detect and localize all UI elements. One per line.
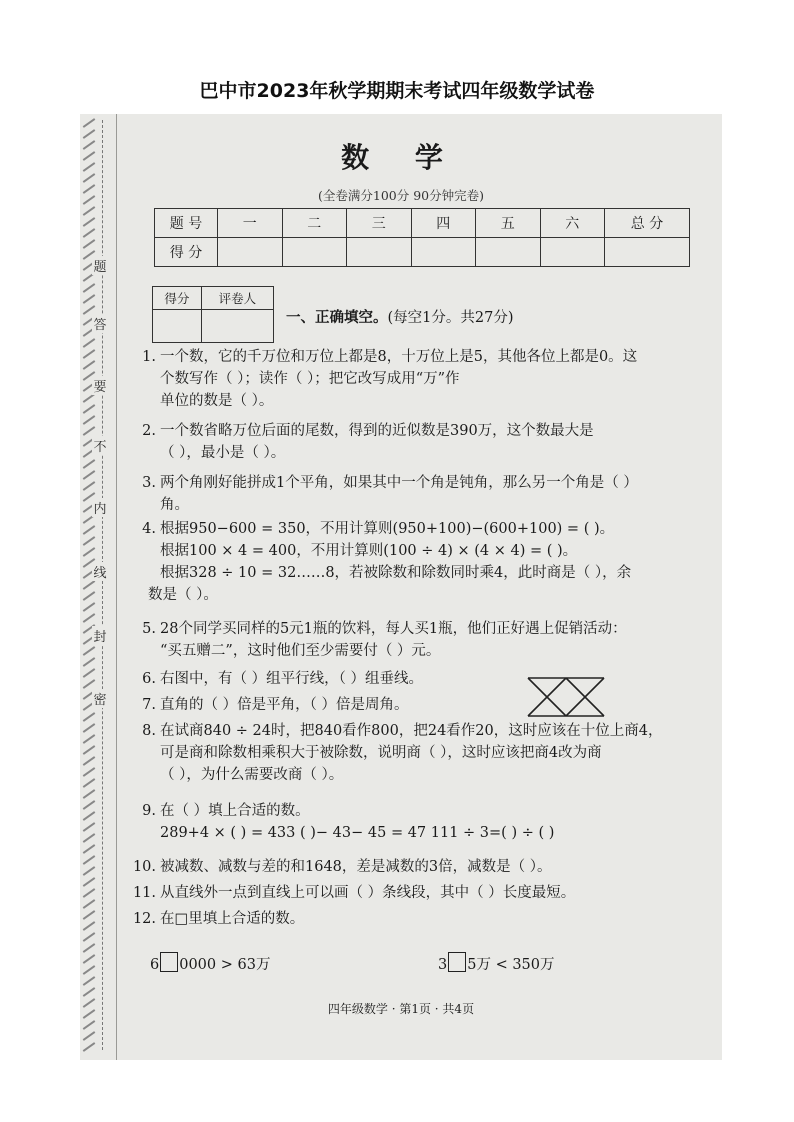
grader-table	[152, 286, 274, 343]
q12-item	[438, 952, 555, 976]
margin-hatch	[83, 910, 96, 920]
question-item	[132, 720, 662, 786]
margin-hatch	[83, 415, 96, 425]
column-header: 总 分	[605, 209, 690, 238]
margin-hatch	[83, 536, 96, 546]
margin-hatch	[83, 360, 96, 370]
margin-hatch	[83, 954, 96, 964]
binding-margin-char: 要	[92, 376, 108, 395]
margin-hatch	[83, 844, 96, 854]
question-text: 可是商和除数相乘积大于被除数，说明商（ ），这时应该把商4改为商	[160, 745, 602, 761]
margin-hatch	[83, 283, 96, 293]
answer-box[interactable]	[160, 952, 178, 972]
margin-hatch	[83, 228, 96, 238]
question-number: 1.	[142, 349, 156, 365]
question-line	[132, 390, 637, 412]
question-text: 28个同学买同样的5元1瓶的饮料，每人买1瓶，他们正好遇上促销活动：	[160, 621, 627, 637]
margin-hatch	[83, 756, 96, 766]
margin-hatch	[83, 811, 96, 821]
question-line	[132, 346, 637, 368]
question-item	[132, 856, 551, 878]
binding-margin-char: 密	[92, 689, 108, 708]
question-item	[132, 472, 638, 516]
question-line	[132, 368, 637, 390]
score-cell[interactable]	[540, 238, 605, 267]
question-line	[132, 800, 554, 822]
margin-hatch	[83, 613, 96, 623]
margin-hatch	[83, 976, 96, 986]
margin-hatch	[83, 888, 96, 898]
question-item	[132, 618, 627, 662]
question-number: 4.	[142, 521, 156, 537]
row-label: 得 分	[155, 238, 218, 267]
question-text: 从直线外一点到直线上可以画（ ）条线段，其中（ ）长度最短。	[160, 885, 576, 901]
margin-hatch	[83, 778, 96, 788]
question-text: 数是（ ）。	[148, 587, 218, 603]
margin-hatch	[83, 734, 96, 744]
section-note: (每空1分。共27分)	[387, 310, 514, 326]
margin-hatch	[83, 470, 96, 480]
parallel-lines-figure	[526, 674, 606, 720]
question-item	[132, 908, 304, 930]
question-text: 右图中，有（ ）组平行线，（ ）组垂线。	[160, 671, 423, 687]
question-line	[132, 640, 627, 662]
margin-hatch	[83, 580, 96, 590]
grader-name-cell[interactable]	[201, 310, 273, 343]
question-text: 在□里填上合适的数。	[160, 911, 305, 927]
margin-hatch	[83, 657, 96, 667]
question-number: 3.	[142, 475, 156, 491]
column-header: 二	[282, 209, 347, 238]
question-number: 8.	[142, 723, 156, 739]
q12-item-prefix: 6	[150, 957, 160, 973]
margin-hatch	[83, 547, 96, 557]
document-title: 巴中市2023年秋学期期末考试四年级数学试卷	[199, 80, 595, 102]
margin-hatch	[83, 1031, 96, 1041]
question-text: （ ），最小是（ ）。	[160, 445, 286, 461]
q12-item-suffix: 0000 > 63万	[179, 957, 271, 973]
score-table-score-row	[155, 238, 690, 267]
margin-hatch	[83, 646, 96, 656]
question-number: 6.	[142, 671, 156, 687]
question-line	[132, 540, 631, 562]
question-text: 单位的数是（ ）。	[160, 393, 274, 409]
margin-hatch	[83, 206, 96, 216]
margin-hatch	[83, 767, 96, 777]
margin-hatch	[83, 899, 96, 909]
grader-score-label: 得分	[153, 287, 202, 310]
question-line	[132, 668, 423, 690]
score-table	[154, 208, 690, 267]
margin-hatch	[83, 789, 96, 799]
question-number: 7.	[142, 697, 156, 713]
margin-hatch	[83, 349, 96, 359]
margin-hatch	[83, 217, 96, 227]
score-cell[interactable]	[347, 238, 412, 267]
margin-hatch	[83, 712, 96, 722]
question-line	[132, 494, 638, 516]
margin-hatch	[83, 602, 96, 612]
question-number: 11.	[132, 885, 156, 901]
binding-margin-char: 封	[92, 626, 108, 645]
question-text: （ ），为什么需要改商（ ）。	[160, 767, 344, 783]
margin-hatch	[83, 943, 96, 953]
binding-margin-char: 内	[92, 498, 108, 517]
column-header: 一	[218, 209, 283, 238]
margin-hatch	[83, 118, 96, 128]
question-line	[132, 742, 662, 764]
margin-hatch	[83, 591, 96, 601]
score-cell[interactable]	[282, 238, 347, 267]
question-item	[132, 800, 554, 844]
section-title: 一、正确填空。	[286, 310, 388, 326]
score-table-header-row	[155, 209, 690, 238]
question-item	[132, 882, 575, 904]
column-header: 四	[411, 209, 476, 238]
grader-score-cell[interactable]	[153, 310, 202, 343]
margin-hatch	[83, 833, 96, 843]
score-cell[interactable]	[476, 238, 541, 267]
margin-hatch	[83, 877, 96, 887]
question-item	[132, 668, 423, 690]
margin-hatch	[83, 1020, 96, 1030]
question-line	[132, 420, 594, 442]
margin-hatch	[83, 932, 96, 942]
score-cell[interactable]	[605, 238, 690, 267]
margin-hatch	[83, 404, 96, 414]
question-text: 一个数省略万位后面的尾数，得到的近似数是390万，这个数最大是	[160, 423, 594, 439]
question-line	[132, 442, 594, 464]
question-text: “买五赠二”，这时他们至少需要付（ ）元。	[160, 643, 441, 659]
score-cell[interactable]	[218, 238, 283, 267]
margin-hatch	[83, 800, 96, 810]
question-text: 直角的（ ）倍是平角，（ ）倍是周角。	[160, 697, 409, 713]
question-item	[132, 346, 637, 412]
section-heading	[286, 306, 514, 327]
column-header: 三	[347, 209, 412, 238]
question-text: 角。	[160, 497, 189, 513]
question-item	[132, 694, 408, 716]
answer-box[interactable]	[448, 952, 466, 972]
margin-hatch	[83, 459, 96, 469]
margin-hatch	[83, 668, 96, 678]
margin-hatch	[83, 822, 96, 832]
question-line	[132, 856, 551, 878]
question-number: 10.	[132, 859, 156, 875]
question-line	[132, 822, 554, 844]
question-text: 289+4 × ( ) = 433 ( )− 43− 45 = 47 111 ÷ 3=( ) ÷ ( )	[160, 825, 555, 841]
margin-hatch	[83, 679, 96, 689]
question-line	[132, 472, 638, 494]
margin-hatch	[83, 294, 96, 304]
q12-item-prefix: 3	[438, 957, 448, 973]
question-text: 根据950−600 = 350，不用计算则(950+100)−(600+100) = ( )。	[160, 521, 615, 537]
margin-hatch	[83, 987, 96, 997]
question-line	[132, 764, 662, 786]
binding-margin-char: 不	[92, 436, 108, 455]
question-line	[132, 518, 631, 540]
paper-title: 数 学	[341, 141, 461, 174]
q12-item	[150, 952, 270, 976]
page-footer: 四年级数学 · 第1页 · 共4页	[327, 1002, 475, 1016]
binding-margin-char: 线	[92, 562, 108, 581]
question-line	[132, 584, 631, 606]
header-label: 题 号	[155, 209, 218, 238]
margin-hatch	[83, 338, 96, 348]
question-item	[132, 518, 631, 606]
margin-hatch	[83, 239, 96, 249]
question-text: 根据328 ÷ 10 = 32……8，若被除数和除数同时乘4，此时商是（ ），余	[160, 565, 632, 581]
margin-hatch	[83, 866, 96, 876]
margin-hatch	[83, 855, 96, 865]
paper-subtitle: (全卷满分100分 90分钟完卷)	[318, 188, 484, 203]
question-text: 在（ ）填上合适的数。	[160, 803, 310, 819]
exam-sheet	[80, 114, 722, 1060]
question-number: 5.	[142, 621, 156, 637]
margin-hatch	[83, 1042, 96, 1052]
binding-margin-char: 答	[92, 314, 108, 333]
margin-hatch	[83, 965, 96, 975]
binding-margin-char: 题	[92, 256, 108, 275]
margin-hatch	[83, 426, 96, 436]
question-line	[132, 720, 662, 742]
margin-hatch	[83, 723, 96, 733]
margin-hatch	[83, 481, 96, 491]
column-header: 六	[540, 209, 605, 238]
margin-hatch	[83, 921, 96, 931]
score-cell[interactable]	[411, 238, 476, 267]
margin-hatch	[83, 525, 96, 535]
grader-name-label: 评卷人	[201, 287, 273, 310]
question-text: 在试商840 ÷ 24时，把840看作800，把24看作20，这时应该在十位上商4，	[160, 723, 663, 739]
question-line	[132, 882, 575, 904]
question-line	[132, 694, 408, 716]
question-number: 2.	[142, 423, 156, 439]
question-line	[132, 618, 627, 640]
question-line	[132, 908, 304, 930]
binding-margin	[80, 114, 117, 1060]
question-number: 12.	[132, 911, 156, 927]
q12-item-suffix: 5万 < 350万	[467, 957, 555, 973]
question-text: 个数写作（ ）；读作（ ）；把它改写成用“万”作	[160, 371, 460, 387]
question-text: 两个角刚好能拼成1个平角，如果其中一个角是钝角，那么另一个角是（ ）	[160, 475, 638, 491]
question-line	[132, 562, 631, 584]
question-text: 一个数，它的千万位和万位上都是8，十万位上是5，其他各位上都是0。这	[160, 349, 638, 365]
question-text: 根据100 × 4 = 400，不用计算则(100 ÷ 4) × (4 × 4) = ( )。	[160, 543, 578, 559]
question-text: 被减数、减数与差的和1648，差是减数的3倍，减数是（ ）。	[160, 859, 552, 875]
margin-hatch	[83, 745, 96, 755]
question-item	[132, 420, 594, 464]
question-number: 9.	[142, 803, 156, 819]
column-header: 五	[476, 209, 541, 238]
